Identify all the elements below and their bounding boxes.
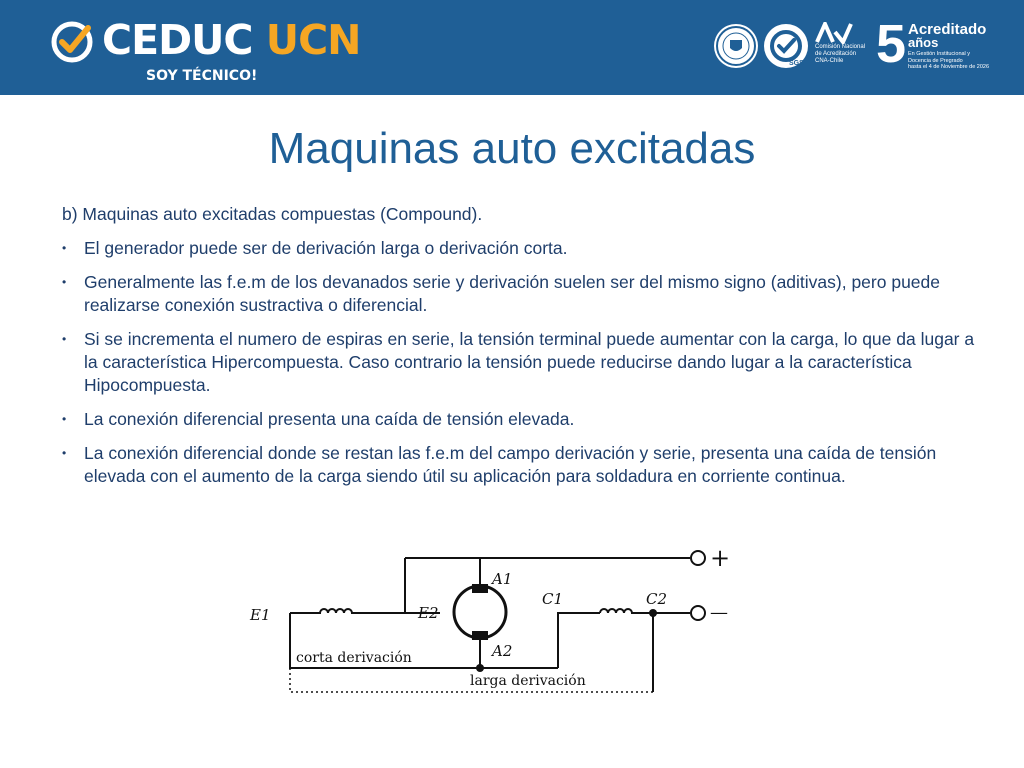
bullet-item	[62, 408, 982, 431]
sgs-certification-seal-icon	[764, 24, 808, 68]
accreditation-badge	[876, 14, 1016, 76]
bullet-item	[62, 271, 982, 317]
accreditation-title: Acreditado	[908, 21, 987, 38]
bullet-item	[62, 442, 982, 488]
logo-brand-accent: UCN	[265, 16, 361, 64]
accreditation-detail-1: En Gestión Institucional y	[908, 51, 971, 57]
short-shunt-label: corta derivación	[296, 650, 412, 666]
node-c2	[649, 609, 657, 617]
bullet-text: El generador puede ser de derivación larga o derivación corta.	[84, 238, 568, 258]
brush-bottom-icon	[472, 631, 488, 640]
c2-label: C2	[646, 590, 668, 608]
bullet-dot-icon: •	[62, 446, 67, 460]
bullet-dot-icon: •	[62, 412, 67, 426]
logo-tagline: SOY TÉCNICO!	[146, 68, 258, 84]
header-bar	[0, 0, 1024, 95]
minus-label: —	[710, 602, 728, 623]
cna-logo-icon	[815, 22, 855, 44]
long-shunt-label: larga derivación	[470, 673, 586, 689]
cna-line-3: CNA-Chile	[815, 58, 844, 64]
sgs-label: SGS	[789, 60, 804, 67]
cna-line-1: Comisión Nacional	[815, 44, 866, 50]
cna-line-2: de Acreditación	[815, 51, 857, 57]
compound-generator-diagram	[240, 546, 740, 696]
slide-intro: b) Maquinas auto excitadas compuestas (Compound).	[62, 204, 483, 224]
c1-label: C1	[542, 590, 564, 608]
negative-terminal-icon	[691, 606, 705, 620]
logo-brand-main: CEDUC	[102, 16, 253, 64]
cna-caption	[815, 44, 865, 65]
cna-chile-logo	[815, 22, 871, 72]
brush-top-icon	[472, 584, 488, 593]
accreditation-years-number: 5	[876, 14, 907, 74]
accreditation-details	[908, 51, 989, 71]
logo-wordmark	[102, 16, 361, 64]
accreditation-detail-3: hasta el 4 de Noviembre de 2026	[908, 64, 990, 70]
ucn-university-seal-icon	[714, 24, 758, 68]
node-a2	[476, 664, 484, 672]
bullet-dot-icon: •	[62, 275, 67, 289]
e2-label: E2	[418, 604, 439, 622]
a1-label: A1	[492, 570, 513, 588]
plus-label: +	[710, 546, 731, 572]
bullet-dot-icon: •	[62, 332, 67, 346]
bullet-text: Generalmente las f.e.m de los devanados serie y derivación suelen ser del mismo signo (aditivas), pero puede realizarse conexión sustractiva o diferencial.	[84, 272, 941, 315]
bullet-text: Si se incrementa el numero de espiras en serie, la tensión terminal puede aumentar con la carga, lo que da lugar a la característica Hipercompuesta. Caso contrario la tensión puede reducirse dando lugar a la característica Hipocompuesta.	[84, 329, 975, 395]
positive-terminal-icon	[691, 551, 705, 565]
a2-label: A2	[492, 642, 513, 660]
series-field-wire	[558, 613, 600, 668]
bullet-item	[62, 328, 982, 397]
bullet-list	[62, 237, 982, 488]
armature-icon	[454, 586, 506, 638]
slide-title: Maquinas auto excitadas	[268, 124, 756, 173]
accreditation-detail-2: Docencia de Pregrado	[908, 57, 963, 64]
bullet-text: La conexión diferencial presenta una caída de tensión elevada.	[84, 409, 575, 429]
series-field-coil	[600, 609, 690, 613]
e1-label: E1	[250, 606, 271, 624]
slide-body	[62, 203, 982, 499]
ceduc-ucn-logo[interactable]	[50, 14, 361, 86]
check-circle-icon	[50, 20, 94, 64]
bullet-text: La conexión diferencial donde se restan las f.e.m del campo derivación y serie, presenta una caída de tensión elevada con el aumento de la carga siendo útil su aplicación para soldadura en corriente continua.	[84, 443, 937, 486]
accreditation-years-label: años	[908, 35, 939, 50]
bullet-dot-icon: •	[62, 241, 67, 255]
bullet-item	[62, 237, 982, 260]
